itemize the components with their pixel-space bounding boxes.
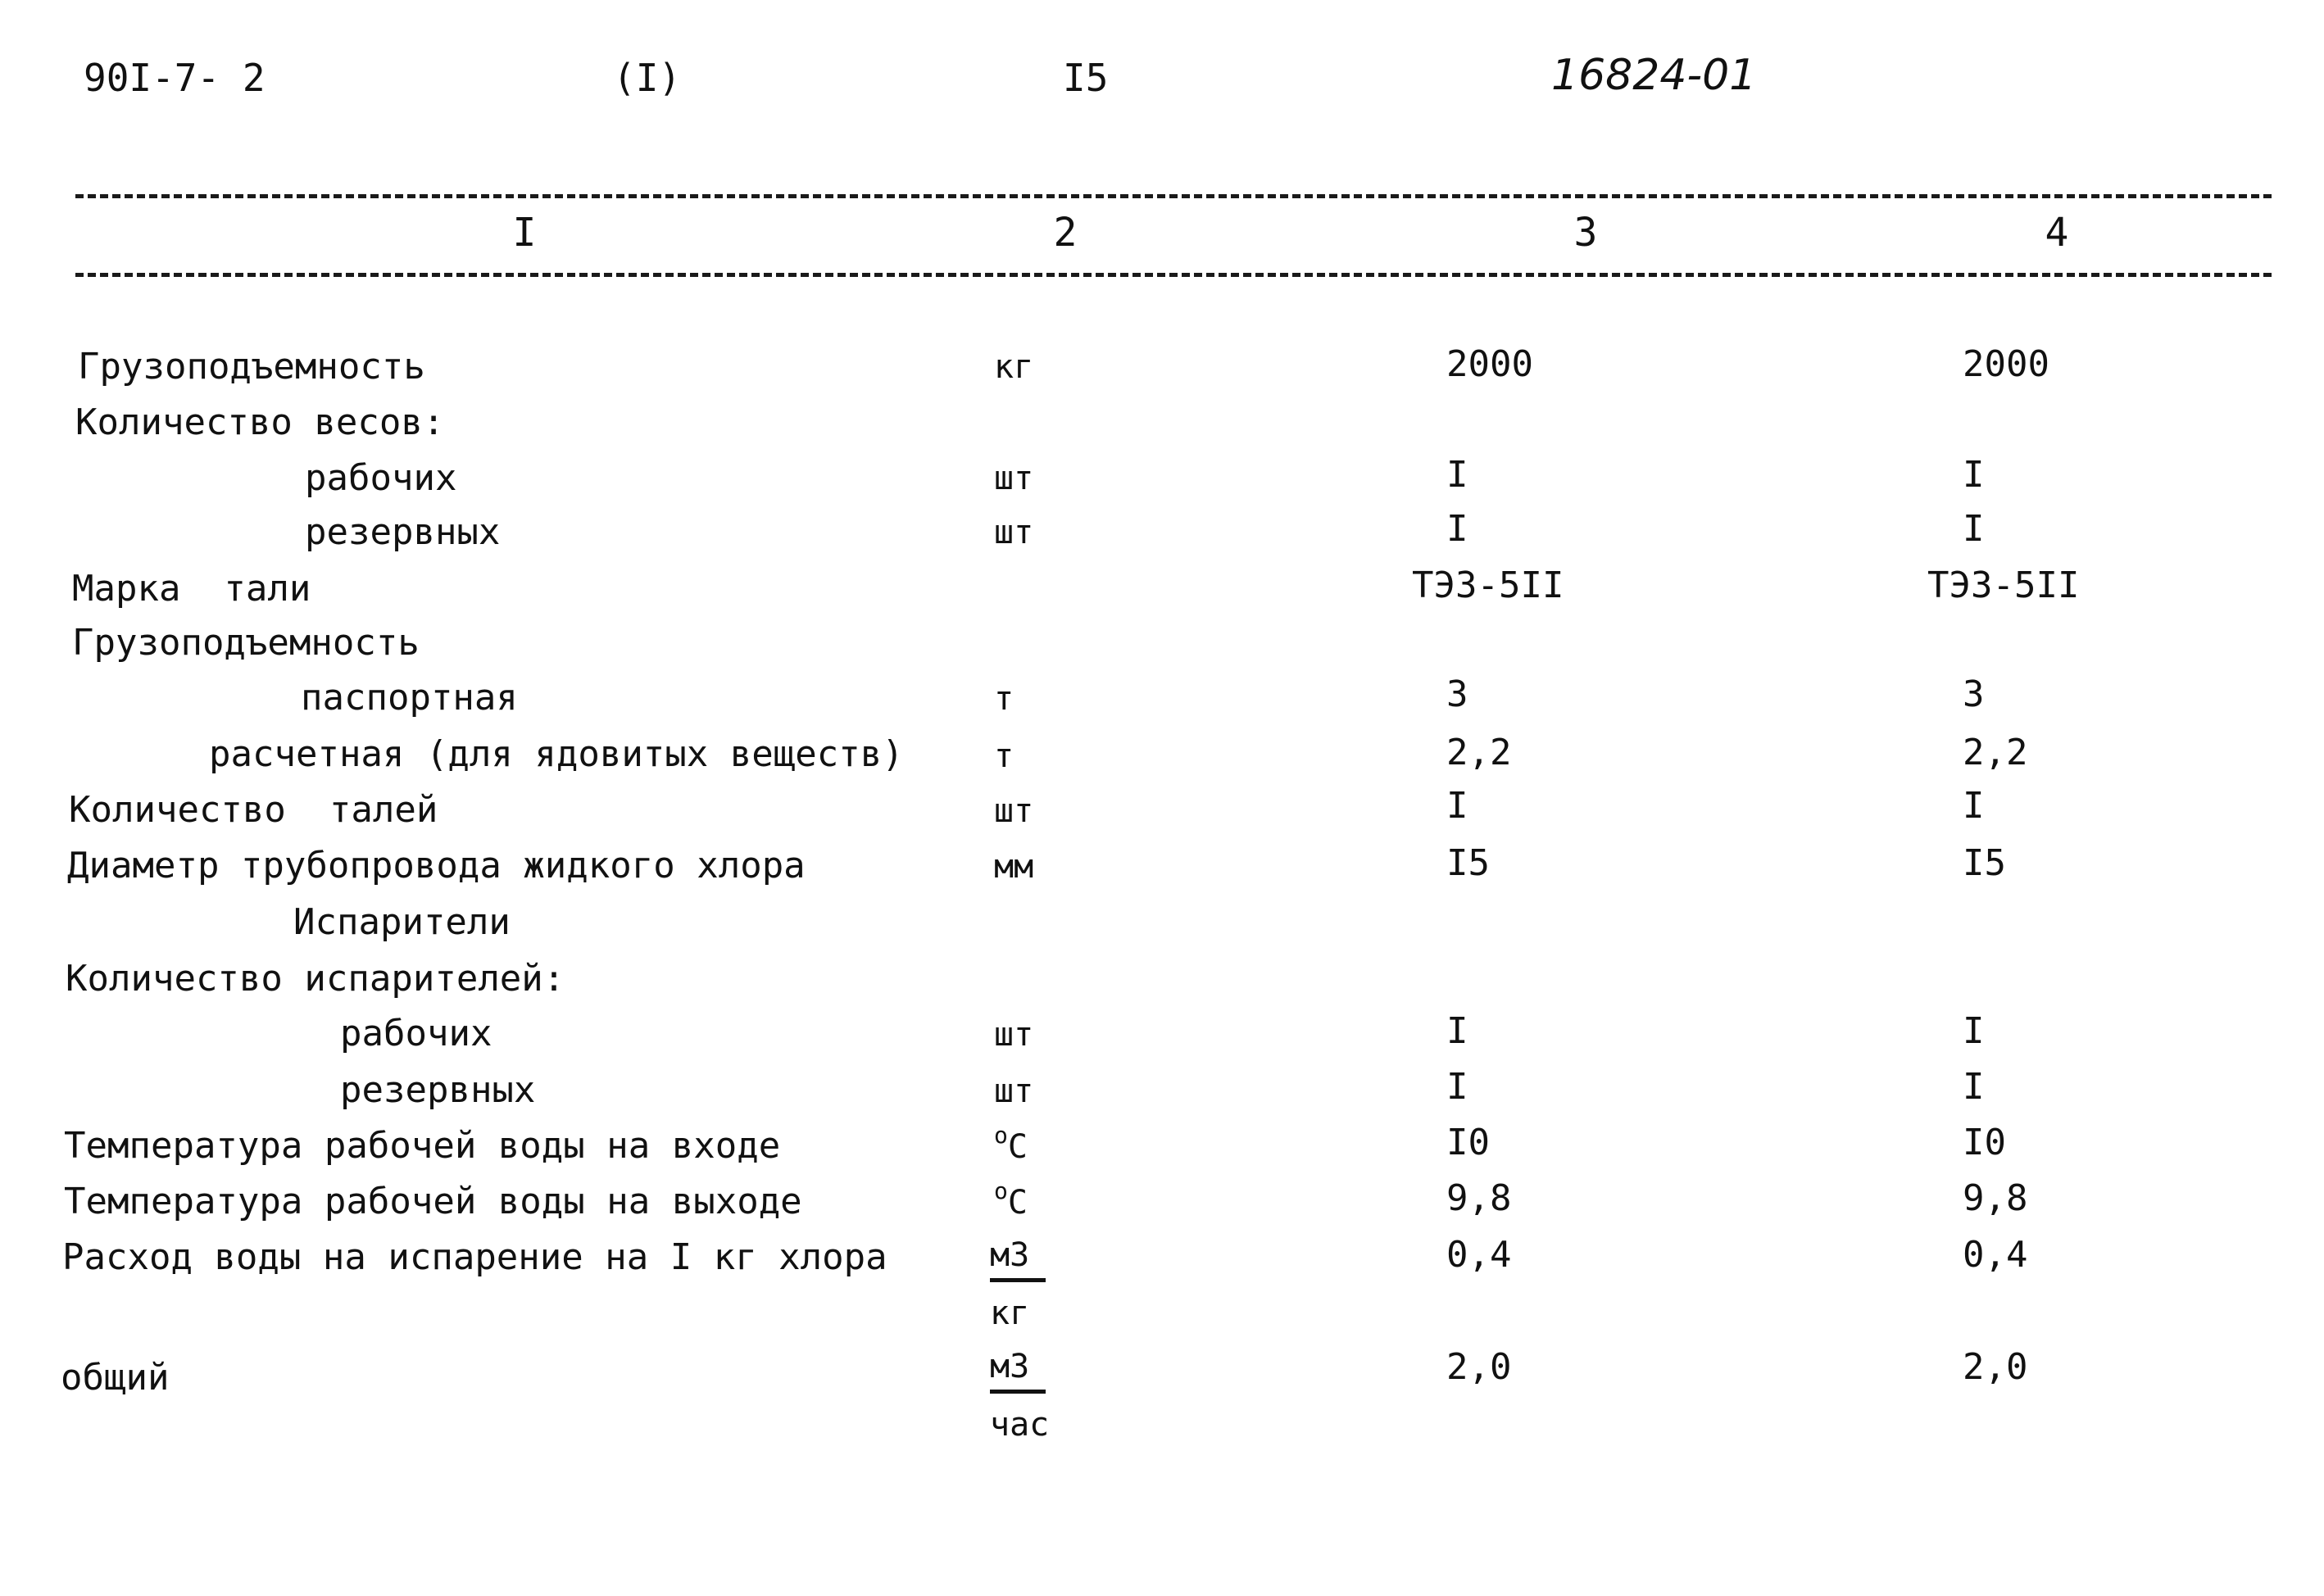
row-value-col3: I5 — [1446, 842, 1490, 884]
row-name: Количество испарителей: — [66, 958, 565, 1000]
row-name: рабочих — [340, 1013, 492, 1054]
row-name: Испарители — [293, 901, 511, 943]
page-number: I5 — [1063, 56, 1109, 100]
row-name: резервных — [305, 511, 501, 553]
unit-fraction — [990, 1348, 1050, 1444]
row-name: Температура рабочей воды на выходе — [64, 1181, 802, 1222]
row-unit: мм — [994, 848, 1034, 886]
unit-denominator: час — [990, 1406, 1050, 1444]
row-unit: т — [994, 680, 1014, 718]
row-value-col4: I — [1963, 1066, 1985, 1108]
row-value-col3: 2,2 — [1446, 732, 1512, 773]
unit-numerator: м3 — [990, 1350, 1046, 1394]
row-name: Марка тали — [72, 568, 311, 610]
row-name: Диаметр трубопровода жидкого хлора — [67, 845, 806, 886]
row-unit: шт — [994, 460, 1034, 497]
row-value-col3: ТЭЗ-5II — [1412, 564, 1564, 606]
column-number-4: 4 — [2045, 210, 2069, 256]
row-value-col3: I0 — [1446, 1122, 1490, 1163]
unit-numerator: м3 — [990, 1239, 1046, 1282]
row-value-col4: ТЭЗ-5II — [1927, 564, 2080, 606]
row-value-col4: 2,0 — [1963, 1346, 2028, 1388]
row-value-col4: I0 — [1963, 1122, 2006, 1163]
row-name: расчетная (для ядовитых веществ) — [209, 733, 904, 775]
row-name: рабочих — [305, 457, 457, 499]
row-name: Расход воды на испарение на I кг хлора — [62, 1236, 887, 1278]
row-value-col4: 0,4 — [1963, 1234, 2028, 1276]
row-value-col3: 2,0 — [1446, 1346, 1512, 1388]
row-value-col3: I — [1446, 785, 1468, 827]
row-value-col3: 2000 — [1446, 343, 1533, 385]
row-name: Количество весов: — [75, 401, 445, 443]
row-value-col3: 3 — [1446, 673, 1468, 715]
row-value-col4: I — [1963, 508, 1985, 550]
row-value-col4: 2,2 — [1963, 732, 2028, 773]
row-name: Температура рабочей воды на входе — [64, 1125, 781, 1167]
row-name: паспортная — [301, 677, 518, 719]
row-value-col3: 9,8 — [1446, 1177, 1512, 1219]
column-number-1: I — [512, 210, 537, 256]
column-number-3: 3 — [1573, 210, 1598, 256]
row-value-col4: I — [1963, 1010, 1985, 1052]
document-code: 90I-7- 2 — [84, 56, 266, 100]
row-value-col3: I — [1446, 454, 1468, 496]
row-name: общий — [61, 1357, 170, 1399]
row-unit: $^o$C — [994, 1177, 1028, 1222]
row-value-col3: I — [1446, 1010, 1468, 1052]
row-name: Количество талей — [69, 789, 438, 831]
row-name: Грузоподъемность — [72, 622, 420, 664]
row-value-col4: I — [1963, 785, 1985, 827]
row-value-col3: 0,4 — [1446, 1234, 1512, 1276]
row-unit: шт — [994, 514, 1034, 551]
inventory-number: 16824-01 — [1551, 51, 1757, 100]
row-unit: шт — [994, 792, 1034, 830]
row-value-col4: 9,8 — [1963, 1177, 2028, 1219]
row-unit: кг — [994, 348, 1034, 386]
row-value-col3: I — [1446, 1066, 1468, 1108]
column-number-2: 2 — [1053, 210, 1078, 256]
row-value-col3: I — [1446, 508, 1468, 550]
row-unit: т — [994, 737, 1014, 775]
row-value-col4: 2000 — [1963, 343, 2049, 385]
row-name: Грузоподъемность — [78, 346, 425, 388]
unit-text: C — [1007, 1184, 1028, 1222]
unit-fraction — [990, 1236, 1046, 1332]
row-value-col4: I — [1963, 454, 1985, 496]
row-value-col4: 3 — [1963, 673, 1985, 715]
unit-denominator: кг — [990, 1294, 1030, 1332]
row-unit: шт — [994, 1016, 1034, 1054]
header-bottom-rule — [75, 273, 2272, 277]
row-value-col4: I5 — [1963, 842, 2006, 884]
row-unit: шт — [994, 1072, 1034, 1110]
unit-text: C — [1007, 1128, 1028, 1166]
row-unit: $^o$C — [994, 1122, 1028, 1166]
header-top-rule — [75, 194, 2272, 198]
row-name: резервных — [340, 1069, 536, 1111]
document-part: (I) — [613, 56, 682, 100]
